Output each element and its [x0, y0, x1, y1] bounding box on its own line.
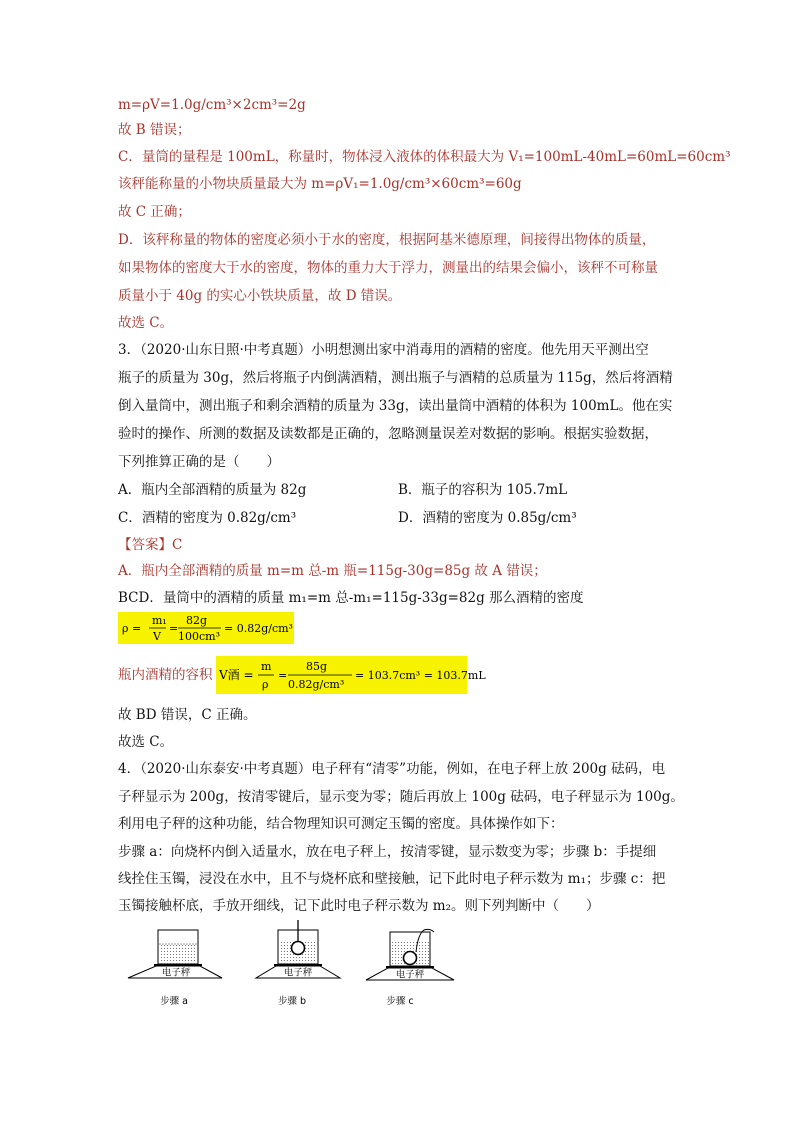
- option-c: C．酒精的密度为 0.82g/cm³: [118, 510, 297, 526]
- step-c-scale: [366, 929, 454, 1007]
- question-4-text: 4．（2020·山东泰安·中考真题）电子秤有“清零”功能，例如，在电子秤上放 200g 砝码，电: [118, 761, 666, 777]
- formula-denominator: V: [153, 630, 161, 643]
- option-b: B．瓶子的容积为 105.7mL: [398, 482, 568, 498]
- question-4-text: 线拴住玉镯，浸没在水中，且不与烧杯底和壁接触，记下此时电子秤示数为 m₁；步骤 c：把: [118, 871, 666, 887]
- solution-line: 故 B 错误；: [118, 122, 191, 138]
- question-3-text: 验时的操作、所测的数据及读数都是正确的，忽略测量误差对数据的影响。根据实验数据，: [118, 426, 658, 442]
- solution-line: 故 BD 错误，C 正确。: [118, 707, 257, 723]
- option-a: A．瓶内全部酒精的质量为 82g: [118, 482, 307, 498]
- solution-line: D．该秤称量的物体的密度必须小于水的密度，根据阿基米德原理，间接得出物体的质量，: [118, 232, 656, 248]
- question-4-text: 玉镯接触杯底，手放开细线，记下此时电子秤示数为 m₂。则下列判断中（ ）: [118, 898, 600, 914]
- formula-lhs: V酒 =: [219, 668, 254, 682]
- answer-label: 【答案】C: [118, 537, 183, 553]
- solution-line: C．量筒的量程是 100mL，称量时，物体浸入液体的体积最大为 V₁=100mL-40mL=60mL=60cm³: [118, 149, 731, 165]
- volume-formula: [216, 656, 486, 694]
- experiment-figure: [118, 920, 478, 1019]
- formula-denominator: 100cm³: [178, 630, 220, 643]
- step-a-scale: [128, 930, 222, 1007]
- question-3-text: 瓶子的质量为 30g，然后将瓶子内倒满酒精，测出瓶子与酒精的总质量为 115g，然后将酒精: [118, 370, 673, 386]
- question-3-text: 3．（2020·山东日照·中考真题）小明想测出家中消毒用的酒精的密度。他先用天平测出空: [118, 342, 649, 358]
- question-4-text: 利用电子秤的这种功能，结合物理知识可测定玉镯的密度。具体操作如下：: [118, 816, 564, 832]
- step-b-label: 步骤 b: [277, 996, 307, 1007]
- scale-label: 电子秤: [161, 967, 191, 979]
- step-c-label: 步骤 c: [386, 996, 414, 1007]
- step-b-scale: [256, 920, 340, 1007]
- solution-line: 故选 C。: [118, 315, 174, 331]
- svg-text:=: =: [169, 622, 179, 635]
- formula-numerator: 85g: [306, 660, 328, 673]
- formula-denominator: ρ: [262, 678, 269, 691]
- formula-rhs: = 103.7cm³ = 103.7mL: [355, 669, 486, 682]
- solution-line: m=ρV=1.0g/cm³×2cm³=2g: [118, 97, 306, 113]
- solution-line: 如果物体的密度大于水的密度，物体的重力大于浮力，测量出的结果会偏小，该秤不可称量: [118, 260, 658, 276]
- solution-line: 故选 C。: [118, 734, 174, 750]
- question-3-text: 下列推算正确的是（ ）: [118, 454, 280, 470]
- solution-line: 该秤能称量的小物块质量最大为 m=ρV₁=1.0g/cm³×60cm³=60g: [118, 176, 522, 192]
- formula-lhs: ρ =: [122, 622, 142, 635]
- question-3-text: 倒入量筒中，测出瓶子和剩余酒精的质量为 33g，读出量筒中酒精的体积为 100mL。他在实: [118, 398, 673, 414]
- density-formula: [118, 612, 294, 644]
- solution-line: 瓶内酒精的容积: [118, 667, 213, 683]
- formula-numerator: m: [261, 660, 272, 673]
- scale-label: 电子秤: [283, 967, 313, 979]
- question-4-text: 步骤 a：向烧杯内倒入适量水，放在电子秤上，按清零键，显示数变为零；步骤 b：手提细: [118, 844, 657, 860]
- formula-numerator: 82g: [186, 614, 208, 627]
- formula-denominator: 0.82g/cm³: [288, 678, 345, 691]
- solution-line: A．瓶内全部酒精的质量 m=m 总-m 瓶=115g-30g=85g 故 A 错误；: [118, 563, 547, 579]
- svg-text:=: =: [278, 669, 288, 682]
- solution-line: BCD．量筒中的酒精的质量 m₁=m 总-m₁=115g-33g=82g 那么酒精的密度: [118, 590, 584, 606]
- solution-line: 故 C 正确；: [118, 204, 191, 220]
- option-d: D．酒精的密度为 0.85g/cm³: [398, 510, 577, 526]
- scale-label: 电子秤: [395, 969, 425, 981]
- step-a-label: 步骤 a: [160, 996, 188, 1007]
- question-4-text: 子秤显示为 200g，按清零键后，显示变为零；随后再放上 100g 砝码，电子秤显示为 100g。: [118, 789, 684, 805]
- formula-rhs: = 0.82g/cm³: [224, 622, 293, 635]
- formula-numerator: m₁: [152, 614, 167, 627]
- solution-line: 质量小于 40g 的实心小铁块质量，故 D 错误。: [118, 288, 402, 304]
